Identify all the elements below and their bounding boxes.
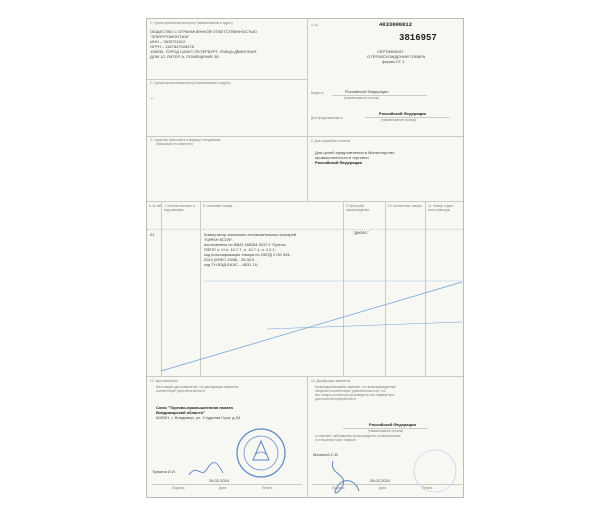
row-number: 01. (150, 232, 156, 237)
box2-heading: 2. Грузополучатель/импортер (наименование и адрес) (150, 81, 231, 85)
box13-date: 26.02.2024 (370, 478, 391, 483)
col-header-criterion: 9. Критерий происхождения (346, 204, 369, 212)
box5-line: промышленности и торговли (315, 155, 369, 160)
certificate-title: форма СТ-1 (382, 59, 405, 64)
box13-line: достаточной переработке в (315, 397, 356, 401)
certificate-number-label: 4. № (311, 23, 318, 27)
declared-country-sub: (наименование страны) (368, 429, 404, 433)
issued-sub: (наименование страны) (344, 96, 380, 100)
for-sub: (наименование страны) (381, 118, 417, 122)
applicant-stamp-icon (409, 447, 461, 495)
sign-label: Подпись (332, 486, 345, 490)
box13-line: Нижеподписавшийся заявляет, что вышеприведенные (315, 385, 396, 389)
description-line: ПФПП ч. VI п. 10.7.7, п. 10.7.1, п. 2.2.1; (204, 247, 276, 252)
col-header-num: 6. № п/п (149, 204, 162, 208)
box12-line: соответствует действительности (156, 389, 205, 393)
shipper-line: ОГРН – 1187847028478 (150, 44, 194, 49)
box5-bold-line: Российской Федерации (315, 160, 362, 165)
description-line: Коммутатор сигнально-отключательных фонарей (204, 232, 297, 237)
underline (152, 484, 302, 485)
cancellation-lines (147, 19, 465, 499)
box1-heading: 1. Грузоотправитель/экспортер (наименование и адрес) (150, 21, 233, 25)
sign-label: Подпись (172, 486, 185, 490)
sign-label: Печать (422, 486, 433, 490)
issued-value: Российской Федерации (345, 89, 389, 94)
cancel-line (267, 322, 462, 329)
certificate-sheet (146, 18, 464, 498)
box13-line: в отношении таких товаров (315, 438, 356, 442)
box5-heading: 5. Для служебных отметок (311, 139, 351, 143)
col-header-description: 8. Описание товара (203, 204, 233, 208)
issued-label: Выдан в (311, 91, 324, 95)
description-line: изготовлены по ВВАГ.468361.001ТУ. Пункты (204, 242, 286, 247)
certificate-number: 4033000012 (379, 21, 413, 28)
box12-date: 26.02.2024 (209, 478, 230, 483)
box12-signer: Тупкина И.И. (152, 469, 176, 474)
cancel-line (161, 282, 462, 371)
shipper-line: 198035, ГОРОД САНКТ-ПЕТЕРБУРГ, УЛИЦА ДВИНСКАЯ, (150, 49, 258, 54)
shipper-line: ДОМ 12, ЛИТЕР А, ПОМЕЩЕНИЕ 38 (150, 54, 219, 59)
shipper-line: ИНН – 7805721612 (150, 39, 186, 44)
sign-label: Дата (379, 486, 387, 490)
box12-heading: 12. Удостоверение (150, 379, 178, 383)
declared-country: Российской Федерации (369, 422, 416, 427)
col-header-packages: 7. Количество мест и вид упаковки (164, 204, 196, 212)
box3-subheading: (насколько это известно) (156, 142, 193, 146)
signature-icon (187, 459, 230, 483)
chamber-line: Союз "Торгово-промышленная палата (156, 405, 233, 410)
shipper-line: "ЭЛЕКТРОМОНТАЖ" (150, 34, 190, 39)
description-line: 2014 (КПЕС 2008) - 26.30.5 (204, 257, 255, 262)
for-value: Российской Федерации (379, 111, 426, 116)
applicant-signature-icon (325, 457, 365, 499)
description-line: "КИРАН КСОФ", (204, 237, 234, 242)
box5-line: Для целей представления в Министерство (315, 150, 395, 155)
box13-line: сведения соответствуют действительности, что (315, 389, 386, 393)
sign-label: Печать (262, 486, 273, 490)
sign-label: Дата (219, 486, 227, 490)
col-header-quantity: 10. Количество товара (388, 204, 422, 208)
shipper-line: ОБЩЕСТВО С ОГРАНИЧЕННОЙ ОТВЕТСТВЕННОСТЬЮ (150, 29, 258, 34)
box13-line: все товары полностью произведены или подвергнуты (315, 393, 395, 397)
certificate-title: О ПРОИСХОЖДЕНИИ ТОВАРА (367, 54, 426, 59)
consignee-value: — (150, 95, 154, 100)
chamber-seal-icon (235, 427, 287, 479)
box13-signer: Малинин С.В. (313, 452, 339, 457)
certificate-title: СЕРТИФИКАТ (377, 49, 404, 54)
col-header-invoice: 11. Номер и дата счета-фактуры (428, 204, 454, 212)
chamber-line: Владимирской области" (156, 410, 205, 415)
description-line: код ТН ВЭД ЕАЭС – 8531 10; (204, 262, 259, 267)
box3-heading: 3. Средства транспорта и маршрут следования (150, 138, 221, 142)
box13-line: и отвечают требованиям происхождения, установленным (315, 434, 401, 438)
box13-heading: 13. Декларация заявителя (311, 379, 351, 383)
certificate-serial: 3816957 (399, 33, 437, 43)
box12-line: Настоящим удостоверяется, что декларация заявителя (156, 385, 239, 389)
origin-criterion: "ДМ551" (353, 230, 369, 235)
description-line: код классификации товара по ОКПД 2 ОК 034- (204, 252, 291, 257)
for-label: Для представления в (311, 116, 343, 120)
chamber-line: 600001, г. Владимир, ул. Студеная Гора, д.34 (156, 415, 241, 420)
